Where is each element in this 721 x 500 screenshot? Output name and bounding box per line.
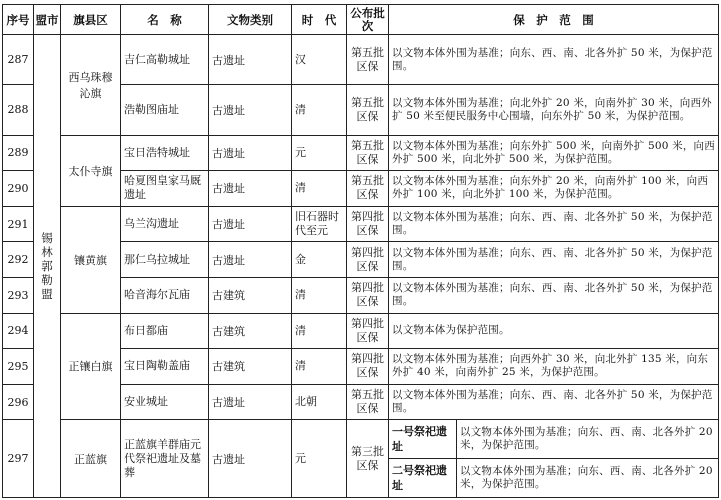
heritage-table: [2, 4, 719, 498]
site-category: 古遗址: [209, 206, 292, 242]
league-cell: [34, 35, 61, 498]
row-number: 287: [3, 35, 34, 85]
county-cell: 镶黄旗: [61, 206, 121, 313]
site-era: 清: [292, 85, 347, 135]
header-era: 时 代: [292, 5, 347, 35]
protection-text: 以文物本体外围为基准；向东、西、南、北各外扩 50 米，为保护范围。: [389, 35, 719, 85]
site-era: 清: [292, 313, 347, 349]
site-era: 汉: [292, 35, 347, 85]
site-batch: 第五批区保: [347, 384, 389, 420]
site-category: 古遗址: [209, 35, 292, 85]
row-number: 289: [3, 135, 34, 171]
site-era: 清: [292, 171, 347, 207]
header-protection: 保 护 范 围: [389, 5, 719, 35]
table-row: [3, 206, 719, 242]
site-batch: 第四批区保: [347, 242, 389, 278]
site-batch: 第三批区保: [347, 420, 389, 498]
site-category: 古建筑: [209, 277, 292, 313]
site-batch: 第四批区保: [347, 206, 389, 242]
site-era: 旧石器时代至元: [292, 206, 347, 242]
table-row: [3, 135, 719, 171]
protection-text: 以文物本体外围为基准；向东、西、南、北各外扩 50 米，为保护范围。: [389, 242, 719, 278]
header-no: 序号: [3, 5, 34, 35]
site-era: 清: [292, 277, 347, 313]
site-batch: 第四批区保: [347, 277, 389, 313]
protection-text: 以文物本体外围为基准；向东、西、南、北各外扩 50 米，为保护范围。: [389, 206, 719, 242]
site-era: 金: [292, 242, 347, 278]
site-batch: 第五批区保: [347, 35, 389, 85]
header-category: 文物类别: [209, 5, 292, 35]
league-label: 锡林郭勒盟: [41, 231, 53, 301]
site-batch: 第五批区保: [347, 85, 389, 135]
protection-text: 以文物本体为保护范围。: [389, 313, 719, 349]
row-number: 295: [3, 349, 34, 385]
site-category: 古遗址: [209, 420, 292, 498]
site-era: 元: [292, 135, 347, 171]
site-name: 正蓝旗羊群庙元代祭祀遗址及墓葬: [121, 420, 209, 498]
protection-text: 以文物本体外围为基准；向北外扩 20 米，向南外扩 30 米，向西外扩 50 米至便民服务中心围墙，向东外扩 50 米，为保护范围。: [389, 85, 719, 135]
site-name: 宝日浩特城址: [121, 135, 209, 171]
site-batch: 第四批区保: [347, 349, 389, 385]
header-county: 旗县区: [61, 5, 121, 35]
table-row: [3, 35, 719, 85]
site-name: 吉仁高勒城址: [121, 35, 209, 85]
protection-text: 以文物本体外围为基准；向东外扩 500 米，向南外扩 500 米，向西外扩 500 米，向北外扩 500 米，为保护范围。: [389, 135, 719, 171]
county-cell: 正蓝旗: [61, 420, 121, 498]
table-row: [3, 313, 719, 349]
site-category: 古遗址: [209, 85, 292, 135]
site-category: 古遗址: [209, 384, 292, 420]
site-name: 宝日陶勒盖庙: [121, 349, 209, 385]
header-batch: 公布批次: [347, 5, 389, 35]
row-number: 292: [3, 242, 34, 278]
protection-text: 以文物本体外围为基准；向西外扩 30 米，向北外扩 135 米，向东外扩 40 米，向南外扩 25 米，为保护范围。: [389, 349, 719, 385]
site-era: 元: [292, 420, 347, 498]
site-category: 古建筑: [209, 313, 292, 349]
site-batch: 第四批区保: [347, 313, 389, 349]
row-number: 293: [3, 277, 34, 313]
site-name: 乌兰沟遗址: [121, 206, 209, 242]
header-league: 盟市: [34, 5, 61, 35]
site-era: 清: [292, 349, 347, 385]
row-number: 294: [3, 313, 34, 349]
table-body: [3, 35, 719, 498]
sub-site-label: 二号祭祀遗址: [389, 459, 457, 498]
row-number: 290: [3, 171, 34, 207]
row-number: 291: [3, 206, 34, 242]
site-name: 安业城址: [121, 384, 209, 420]
protection-text: 以文物本体外围为基准；向东、西、南、北各外扩 20 米，为保护范围。: [457, 420, 719, 459]
row-number: 297: [3, 420, 34, 498]
site-category: 古遗址: [209, 135, 292, 171]
site-era: 北朝: [292, 384, 347, 420]
site-name: 那仁乌拉城址: [121, 242, 209, 278]
site-category: 古遗址: [209, 171, 292, 207]
sub-site-label: 一号祭祀遗址: [389, 420, 457, 459]
site-name: 布日都庙: [121, 313, 209, 349]
site-name: 哈音海尔瓦庙: [121, 277, 209, 313]
protection-text: 以文物本体外围为基准；向东、西、南、北各外扩 50 米，为保护范围。: [389, 384, 719, 420]
header-name: 名 称: [121, 5, 209, 35]
protection-text: 以文物本体外围为基准；向东、西、南、北各外扩 20 米，为保护范围。: [457, 459, 719, 498]
site-name: 哈夏图皇家马厩遗址: [121, 171, 209, 207]
header-row: [3, 5, 719, 35]
protection-text: 以文物本体外围为基准；向东、西、南、北各外扩 50 米，为保护范围。: [389, 277, 719, 313]
table-row: [3, 420, 719, 459]
site-category: 古遗址: [209, 242, 292, 278]
site-name: 浩勒图庙址: [121, 85, 209, 135]
protection-text: 以文物本体外围为基准；向东外扩 20 米，向南外扩 100 米，向西外扩 100 米，向北外扩 100 米，为保护范围。: [389, 171, 719, 207]
county-cell: 正镶白旗: [61, 313, 121, 420]
site-batch: 第五批区保: [347, 171, 389, 207]
site-batch: 第五批区保: [347, 135, 389, 171]
county-cell: 西乌珠穆沁旗: [61, 35, 121, 136]
site-category: 古建筑: [209, 349, 292, 385]
row-number: 296: [3, 384, 34, 420]
county-cell: 太仆寺旗: [61, 135, 121, 206]
row-number: 288: [3, 85, 34, 135]
